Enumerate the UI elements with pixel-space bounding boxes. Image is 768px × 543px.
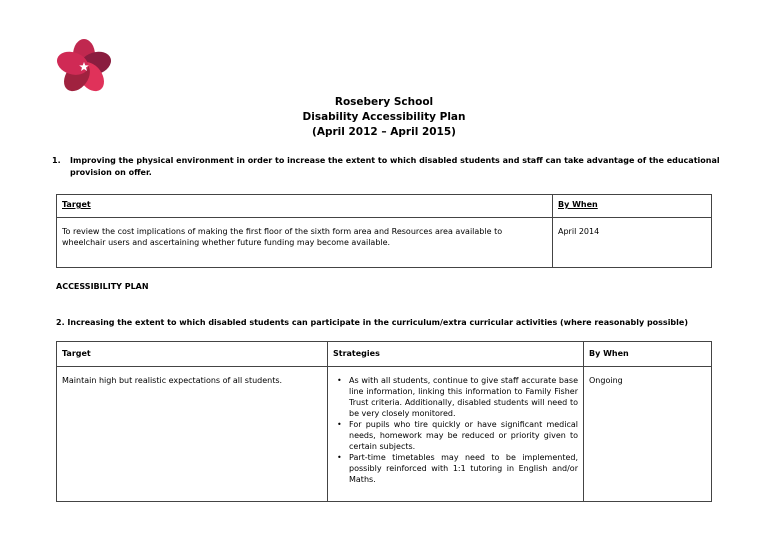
section-1-text: Improving the physical environment in order to increase the extent to which disabled students and staff can take advantage of the educational provision on offer. xyxy=(70,156,720,177)
column-header-target: Target xyxy=(57,195,553,218)
section-1-number: 1. xyxy=(52,156,61,165)
physical-environment-table xyxy=(56,194,712,268)
accessibility-plan-label: ACCESSIBILITY PLAN xyxy=(56,282,149,291)
section-1-heading xyxy=(52,155,720,179)
plan-title: Disability Accessibility Plan xyxy=(302,111,466,123)
table-header-row xyxy=(57,342,712,367)
target-cell: To review the cost implications of making the first floor of the sixth form area and Resources area available to wheelchair users and ascertaining whether future funding may become available. xyxy=(57,218,553,268)
curriculum-table xyxy=(56,341,712,502)
school-logo-icon xyxy=(54,37,114,97)
table-row xyxy=(57,218,712,268)
column-header-strategies: Strategies xyxy=(328,342,584,367)
plan-period: (April 2012 – April 2015) xyxy=(312,126,456,138)
list-item: • For pupils who tire quickly or have significant medical needs, homework may be reduced or priority given to certain subjects. xyxy=(349,419,578,452)
by-when-cell: April 2014 xyxy=(553,218,712,268)
list-item: • Part-time timetables may need to be implemented, possibly reinforced with 1:1 tutoring in English and/or Maths. xyxy=(349,452,578,485)
document-title-block xyxy=(0,95,768,140)
school-name: Rosebery School xyxy=(334,96,434,108)
strategies-list xyxy=(333,375,578,485)
column-header-target: Target xyxy=(57,342,328,367)
column-header-by-when: By When xyxy=(584,342,712,367)
section-2-heading: 2. Increasing the extent to which disabled students can participate in the curriculum/extra curricular activities (where reasonably possible) xyxy=(56,318,688,327)
column-header-by-when: By When xyxy=(553,195,712,218)
list-item: • As with all students, continue to give staff accurate base line information, linking this information to Family Fisher Trust criteria. Additionally, disabled students will need to be very closely monitored. xyxy=(349,375,578,419)
table-header-row xyxy=(57,195,712,218)
target-cell: Maintain high but realistic expectations of all students. xyxy=(57,367,328,502)
table-row xyxy=(57,367,712,502)
strategies-cell xyxy=(328,367,584,502)
by-when-cell: Ongoing xyxy=(584,367,712,502)
